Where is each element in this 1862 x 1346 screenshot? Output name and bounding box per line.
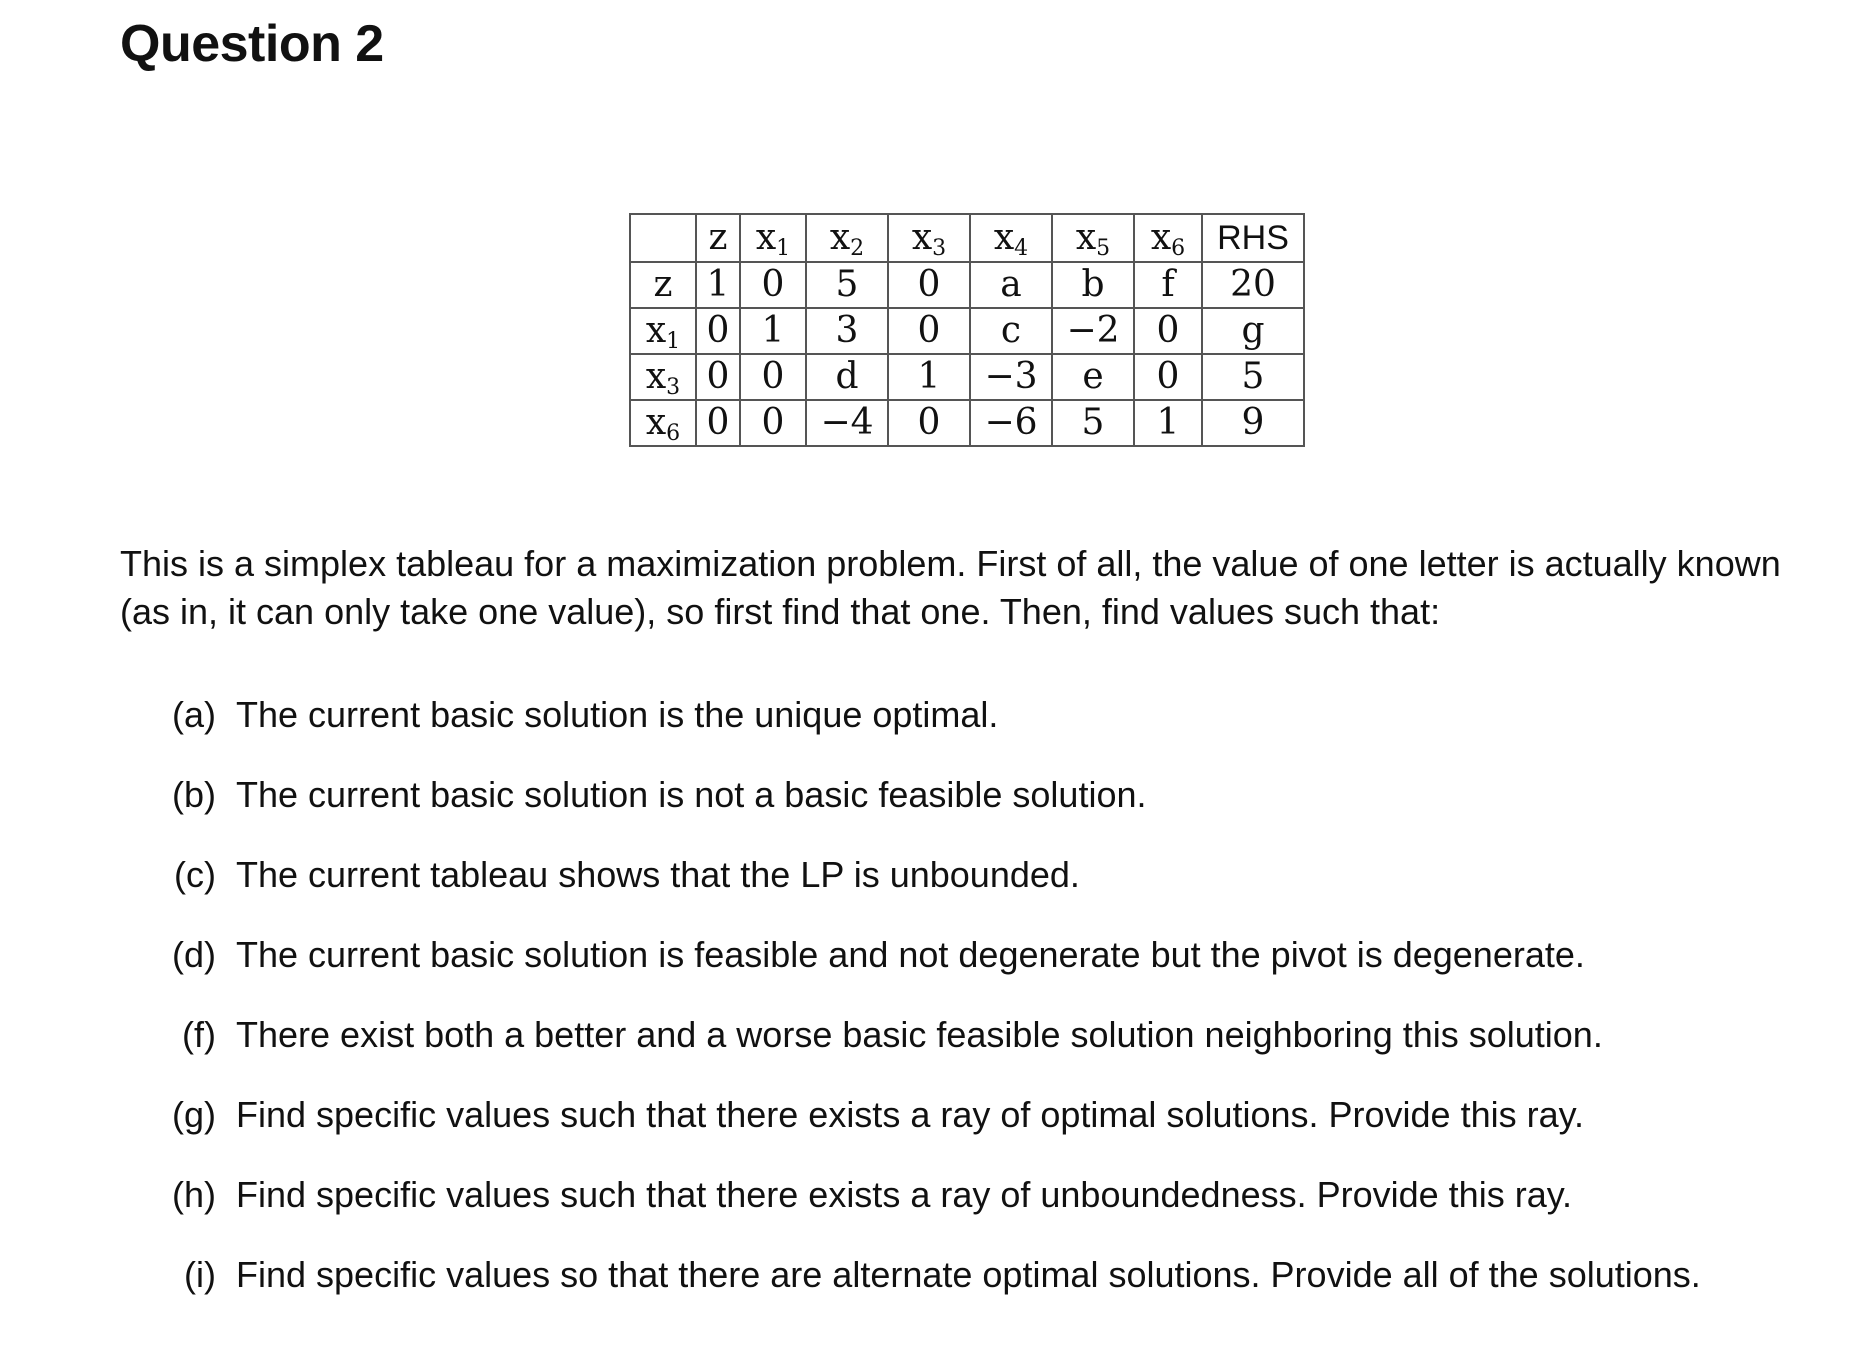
tableau-cell: 1 [696,262,740,308]
question-prompt: This is a simplex tableau for a maximization problem. First of all, the value of one letter is actually known (as in, it can only take one value), so first find that one. Then, find values such that: [120,543,1781,632]
tableau-cell: 9 [1202,400,1304,446]
tableau-cell: −6 [970,400,1052,446]
part-text: Find specific values so that there are alternate optimal solutions. Provide all of the solutions. [236,1254,1701,1295]
tableau-cell: 0 [888,262,970,308]
tableau-cell: −4 [806,400,888,446]
tableau-cell: c [970,308,1052,354]
tableau-cell: 0 [1134,354,1202,400]
question-part [120,1170,1701,1250]
tableau-cell: 0 [888,400,970,446]
question-part [120,850,1701,930]
tableau-cell: b [1052,262,1134,308]
question-part [120,1010,1701,1090]
question-parts-list [120,690,1701,1330]
tableau-cell: g [1202,308,1304,354]
tableau-cell: 5 [1052,400,1134,446]
tableau-cell: 0 [740,354,806,400]
part-text: The current tableau shows that the LP is unbounded. [236,854,1080,895]
row-label: $x_1$ [630,308,696,354]
tableau-cell: 0 [696,308,740,354]
tableau-cell: d [806,354,888,400]
tableau-cell: 3 [806,308,888,354]
tableau-row-z [630,262,1304,308]
tableau-cell: 1 [1134,400,1202,446]
tableau-cell: 0 [888,308,970,354]
tableau-cell: 0 [1134,308,1202,354]
part-text: The current basic solution is not a basic feasible solution. [236,774,1147,815]
tableau-cell: 20 [1202,262,1304,308]
tableau-cell: 0 [740,400,806,446]
part-marker: (i) [184,1254,216,1295]
part-text: Find specific values such that there exists a ray of unboundedness. Provide this ray. [236,1174,1573,1215]
part-marker: (c) [174,854,216,895]
simplex-tableau [629,213,1305,447]
header-cell: $x_6$ [1134,214,1202,262]
part-marker: (d) [172,934,216,975]
question-part [120,690,1701,770]
part-marker: (h) [172,1174,216,1215]
tableau-cell: 5 [1202,354,1304,400]
part-marker: (g) [172,1094,216,1135]
row-label: z [630,262,696,308]
tableau-cell: 1 [740,308,806,354]
question-title: Question 2 [120,15,384,73]
row-label: $x_3$ [630,354,696,400]
header-cell: $x_4$ [970,214,1052,262]
header-cell: $x_2$ [806,214,888,262]
part-text: Find specific values such that there exists a ray of optimal solutions. Provide this ray. [236,1094,1584,1135]
question-part [120,930,1701,1010]
tableau-cell: −2 [1052,308,1134,354]
header-cell-rhs: RHS [1202,214,1304,262]
tableau-cell: a [970,262,1052,308]
tableau-corner-cell [630,214,696,262]
part-text: There exist both a better and a worse basic feasible solution neighboring this solution. [236,1014,1603,1055]
tableau-row-x6 [630,400,1304,446]
question-part [120,1250,1701,1330]
header-cell: $x_3$ [888,214,970,262]
part-text: The current basic solution is the unique optimal. [236,694,999,735]
tableau-cell: 1 [888,354,970,400]
header-cell: $x_5$ [1052,214,1134,262]
tableau-cell: 5 [806,262,888,308]
tableau-row-x3 [630,354,1304,400]
header-cell: $x_1$ [740,214,806,262]
part-marker: (f) [182,1014,216,1055]
tableau-cell: f [1134,262,1202,308]
header-cell: z [696,214,740,262]
tableau-cell: 0 [696,400,740,446]
tableau-cell: 0 [696,354,740,400]
tableau-header-row [630,214,1304,262]
part-marker: (a) [172,694,216,735]
tableau-cell: 0 [740,262,806,308]
question-part [120,770,1701,850]
part-text: The current basic solution is feasible and not degenerate but the pivot is degenerate. [236,934,1585,975]
row-label: $x_6$ [630,400,696,446]
tableau-cell: −3 [970,354,1052,400]
tableau-row-x1 [630,308,1304,354]
question-part [120,1090,1701,1170]
tableau-cell: e [1052,354,1134,400]
part-marker: (b) [172,774,216,815]
